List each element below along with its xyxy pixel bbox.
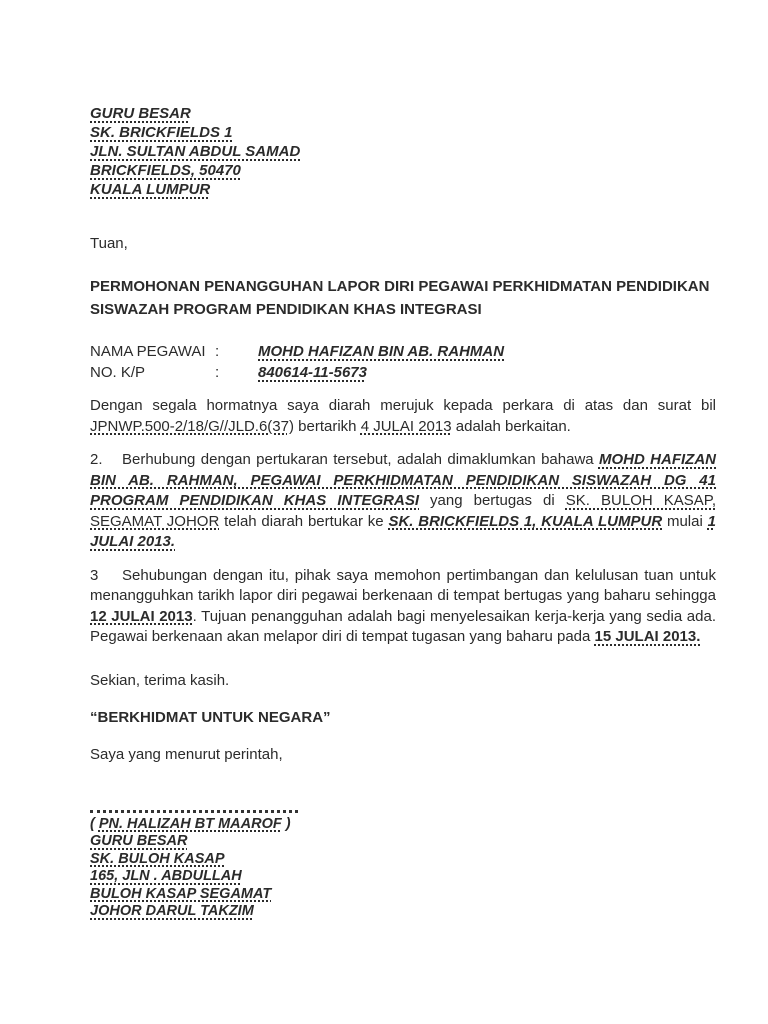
officer-details — [90, 341, 716, 383]
officer-id-row — [90, 362, 716, 383]
paragraph-3 — [90, 566, 716, 648]
sender-address-block — [90, 104, 716, 199]
signatory-name — [90, 816, 716, 834]
text-segment: adalah berkaitan. — [451, 417, 571, 435]
colon-separator: : — [215, 343, 220, 360]
motto-line: “BERKHIDMAT UNTUK NEGARA” — [90, 708, 331, 726]
sender-line-text: SK. BRICKFIELDS 1 — [90, 124, 233, 141]
closing-line: Sekian, terima kasih. — [90, 671, 230, 689]
sender-line — [90, 180, 716, 199]
text-segment: 12 JULAI 2013 — [90, 607, 193, 625]
officer-name-value: MOHD HAFIZAN BIN AB. RAHMAN — [258, 343, 505, 360]
text-segment: 15 JULAI 2013. — [594, 628, 701, 645]
text-segment: Berhubung dengan pertukaran tersebut, adalah dimaklumkan bahawa — [122, 451, 599, 468]
signatory-line — [90, 886, 716, 904]
signatory-line — [90, 833, 716, 851]
text-segment: PN. HALIZAH BT MAAROF — [98, 815, 282, 832]
signatory-line-text: GURU BESAR — [90, 833, 188, 849]
sender-line — [90, 123, 716, 142]
text-segment: ( — [90, 815, 99, 832]
officer-name-row — [90, 341, 716, 362]
text-segment: 3 — [90, 566, 99, 584]
sender-line — [90, 104, 716, 123]
text-segment: SK. BRICKFIELDS 1, KUALA LUMPUR — [388, 512, 663, 530]
signatory-line-text: SK. BULOH KASAP — [90, 850, 225, 867]
text-segment: bertarikh — [293, 417, 361, 435]
sender-line-text: GURU BESAR — [90, 105, 191, 122]
officer-name-label: NAMA PEGAWAI — [90, 343, 206, 360]
signatory-line-text: BULOH KASAP SEGAMAT — [90, 885, 272, 902]
text-segment: 1 JULAI 2013. — [90, 512, 716, 550]
subject-line: PERMOHONAN PENANGGUHAN LAPOR DIRI PEGAWAI PERKHIDMATAN PENDIDIKAN SISWAZAH PROGRAM PENDIDIKAN KHAS INTEGRASI — [90, 278, 710, 318]
text-segment: mulai — [662, 512, 708, 530]
text-segment: telah diarah bertukar ke — [219, 512, 389, 530]
text-segment: MOHD HAFIZAN BIN AB. RAHMAN, PEGAWAI PERKHIDMATAN PENDIDIKAN SISWAZAH DG 41 PROGRAM PENDIDIKAN KHAS INTEGRASI — [90, 451, 716, 509]
signatory-line — [90, 868, 716, 886]
sender-line — [90, 161, 716, 180]
signoff-line: Saya yang menurut perintah, — [90, 745, 283, 763]
colon-separator: : — [215, 364, 220, 381]
text-segment: ) — [281, 815, 291, 832]
salutation: Tuan, — [90, 235, 128, 252]
signature-block — [90, 810, 716, 921]
signatory-line — [90, 903, 716, 921]
text-segment: SK. BULOH KASAP, SEGAMAT JOHOR — [90, 492, 716, 530]
signatory-line-text: JOHOR DARUL TAKZIM — [90, 903, 254, 919]
paragraph-2 — [90, 450, 716, 553]
signatory-address-block — [90, 833, 716, 921]
signatory-line-text: 165, JLN . ABDULLAH — [90, 868, 242, 884]
text-segment: JPNWP.500-2/18/G//JLD.6(37) — [90, 417, 294, 435]
signatory-line — [90, 851, 716, 869]
text-segment: Sehubungan dengan itu, pihak saya memohon pertimbangan dan kelulusan tuan untuk menangguhkan tarikh lapor diri pegawai berkenaan di tempat bertugas yang baharu sehingga — [90, 566, 716, 604]
text-segment: 2. — [90, 451, 103, 468]
text-segment: . Tujuan penangguhan adalah bagi menyelesaikan kerja-kerja yang sedia ada. Pegawai berkenaan akan melapor diri di tempat tugasan yang baharu pada — [90, 607, 716, 645]
paragraph-1 — [90, 396, 716, 437]
sender-line-text: JLN. SULTAN ABDUL SAMAD — [90, 143, 301, 160]
signature-line — [90, 810, 298, 813]
sender-line-text: KUALA LUMPUR — [90, 181, 211, 198]
officer-id-value: 840614-11-5673 — [258, 364, 367, 381]
sender-line — [90, 142, 716, 161]
sender-line-text: BRICKFIELDS, 50470 — [90, 162, 241, 179]
text-segment: 4 JULAI 2013 — [360, 417, 452, 435]
text-segment: Dengan segala hormatnya saya diarah merujuk kepada perkara di atas dan surat bil — [90, 397, 716, 414]
text-segment: yang bertugas di — [419, 492, 566, 509]
officer-id-label: NO. K/P — [90, 364, 146, 381]
